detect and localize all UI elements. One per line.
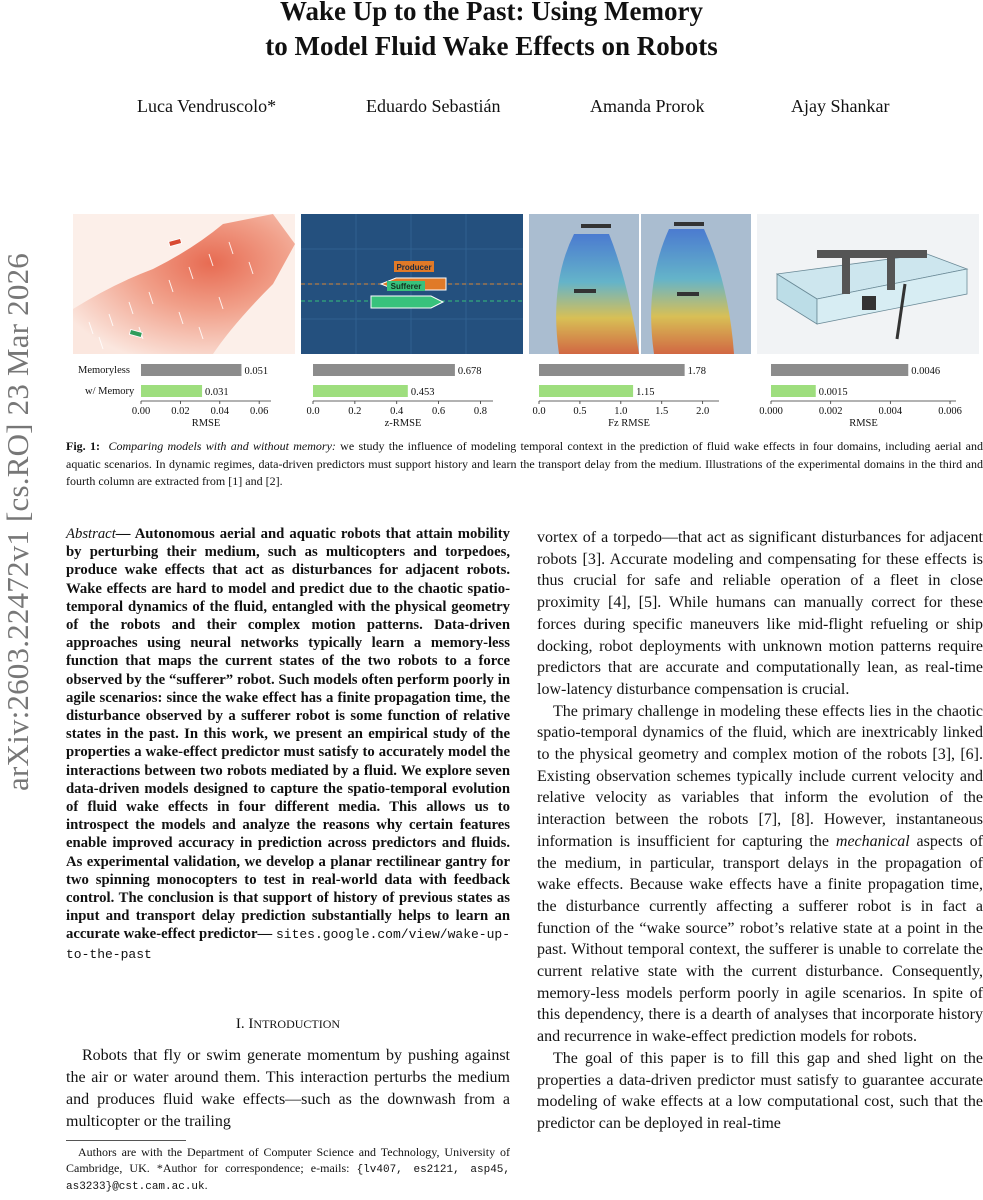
abstract-text: — Autonomous aerial and aquatic robots that attain mobility by perturbing their medium, such as multicopters and torpedoes, produce wake effects that act as disturbances for adjacent robots. Wake effects are hard to model and predict due to the chaotic spatio-temporal dynamics of the fluid, entangled with the physical geometry of the robots and their complex motion patterns. Data-driven approaches using neural networks typically learn a memory-less function that maps the current states of the two robots to a force observed by the “sufferer” robot. Such models often perform poorly in agile scenarios: since the wake effect has a finite propagation time, the disturbance observed by a sufferer robot is some function of relative states in the past. In this work, we present an empirical study of the properties a wake-effect predictor must satisfy to accurately model the interactions between two robots mediated by a fluid. We explore seven data-driven models designed to capture the spatio-temporal evolution of fluid wake effects in four different media. This allows us to introspect the models and analyze the reasons why certain features enable improved accuracy in prediction across predictors and fluids. As experimental validation, we develop a planar rectilinear gantry for two spinning monocopters to test in real-world data with feedback control. The conclusion is that support of history of previous states as input and transport delay prediction substantially helps to learn an accurate wake-effect predictor—: [66, 526, 510, 943]
chart-2-xlabel: z-RMSE: [384, 418, 422, 429]
chart-3-bar-memoryless: [539, 364, 685, 376]
chart-2-tick-label: 0.2: [348, 406, 362, 417]
aerial-flowfield-image: [73, 214, 295, 354]
caption-text: we study the influence of modeling temporal context in the prediction of fluid wake effects in four domains, including aerial and aquatic scenarios. In dynamic regimes, data-driven predictors must support history and learn the transport delay from the medium. Illustrations of the experimental domains in the third and fourth column are extracted from [1] and [2].: [66, 439, 983, 488]
chart-1-tick-label: 0.02: [171, 406, 190, 417]
right-paragraph-1: vortex of a torpedo—that act as significant disturbances for adjacent robots [3]. Accurate modeling and compensating for these effects is thus crucial for safe and reliable operation of a fleet in close proximity [4], [5]. While humans can manually correct for these forces during specific maneuvers like mid-flight refueling or ship docking, robot deployments with unknown motion patterns require predictors that are accurate and computationally lean, as real-time low-latency disturbance compensation is crucial.: [537, 529, 983, 698]
right-column: [537, 527, 983, 1135]
chart-4-bar-memoryless: [771, 364, 908, 376]
chart-2-tick-label: 0.8: [473, 406, 488, 417]
figure-panel-aquatic: [301, 214, 523, 354]
author-3: Amanda Prorok: [590, 96, 705, 116]
abstract-label: Abstract: [66, 526, 116, 542]
title-line-1: Wake Up to the Past: Using Memory: [280, 0, 703, 26]
right-paragraph-3: The goal of this paper is to fill this gap and shed light on the properties a data-driven predictor must satisfy to guarantee accurate modeling of wake effects at a low computational cost, such that the predictor can be deployed in real-time: [537, 1049, 983, 1132]
author-1: Luca Vendruscolo*: [137, 96, 277, 116]
right-paragraph-2a: The primary challenge in modeling these effects lies in the chaotic spatio-temporal dynamics of the fluid, which are inextricably linked to the physical geometry and complex motion of the robots [3], [6]. Existing observation schemes typically include current velocity and relative velocity as variables that inform the evolution of the interaction between the robots [7], [8]. However, instantaneous information is insufficient for capturing the: [537, 702, 983, 850]
row-label-with-memory: w/ Memory: [85, 386, 135, 397]
gantry-rig-image: [757, 214, 979, 354]
footnote-text: Authors are with the Department of Computer Science and Technology, University of Cambridge, UK. *Author for correspondence; e-mails:: [66, 1145, 510, 1175]
right-paragraph-2: [537, 701, 983, 1048]
footnote-end: .: [204, 1178, 208, 1192]
figure-panel-aerial-flowfield: [73, 214, 295, 354]
intro-paragraph-left: Robots that fly or swim generate momentum by pushing against the air or water around them. This interaction perturbs the medium and produces fluid wake effects—such as the downwash from a multicopter or the trailing: [66, 1047, 510, 1130]
chart-4-xlabel: RMSE: [849, 418, 878, 429]
chart-3-value-label-1: 1.78: [687, 366, 707, 377]
chart-3-bar-memory: [539, 385, 633, 397]
chart-1-value-label-1: 0.051: [244, 366, 269, 377]
figure-panel-gantry: [757, 214, 979, 354]
paper-title: [0, 0, 983, 64]
row-label-memoryless: Memoryless: [78, 365, 130, 376]
chart-2-tick-label: 0.4: [390, 406, 404, 417]
chart-1-tick-label: 0.04: [210, 406, 229, 417]
bar-charts: [0, 355, 983, 431]
cfd-simulation-image: [529, 214, 751, 354]
chart-2-tick-label: 0.6: [432, 406, 446, 417]
footnote-emails: {lv407, es2121, asp45, as3233}@cst.cam.ac.uk: [66, 1163, 510, 1193]
chart-1-xlabel: RMSE: [191, 418, 221, 429]
chart-4-bar-memory: [771, 385, 816, 397]
chart-3-value-label-2: 1.15: [636, 387, 655, 398]
caption-italic-lead: Comparing models with and without memory:: [108, 439, 336, 453]
right-paragraph-2-em: mechanical: [835, 832, 910, 850]
author-4: Ajay Shankar: [791, 96, 890, 116]
figure-caption: [66, 438, 983, 491]
chart-4-tick-label: 0.002: [818, 406, 843, 417]
chart-3-tick-label: 0.5: [573, 406, 587, 417]
chart-1-bar-memoryless: [141, 364, 241, 376]
chart-1-tick-label: 0.00: [131, 406, 151, 417]
chart-3-tick-label: 1.0: [614, 406, 628, 417]
chart-2-bar-memoryless: [313, 364, 455, 376]
sufferer-label: Sufferer: [390, 282, 422, 291]
caption-label: Fig. 1:: [66, 439, 100, 453]
chart-3-tick-label: 0.0: [532, 406, 546, 417]
section-heading-introduction: [66, 1016, 510, 1033]
author-2: Eduardo Sebastián: [366, 96, 501, 116]
chart-1-value-label-2: 0.031: [205, 387, 229, 398]
chart-4-value-label-1: 0.0046: [911, 366, 941, 377]
chart-2-value-label-2: 0.453: [410, 387, 435, 398]
footnote: [66, 1145, 510, 1196]
section-number: I.: [235, 1016, 245, 1032]
chart-4-tick-label: 0.006: [938, 406, 962, 417]
project-url[interactable]: sites.google.com/view/wake-up-to-the-past: [66, 927, 511, 962]
section-name-first: I: [248, 1016, 254, 1032]
chart-3-tick-label: 1.5: [655, 406, 669, 417]
chart-3-xlabel: Fz RMSE: [608, 418, 650, 429]
figure-panel-cfd: [529, 214, 751, 354]
aquatic-scene-image: [301, 214, 523, 354]
arxiv-identifier: arXiv:2603.22472v1 [cs.RO] 23 Mar 2026: [0, 253, 35, 791]
chart-4-tick-label: 0.004: [878, 406, 903, 417]
chart-1-bar-memory: [141, 385, 202, 397]
title-line-2: to Model Fluid Wake Effects on Robots: [265, 31, 718, 61]
chart-2-value-label-1: 0.678: [457, 366, 482, 377]
abstract: [66, 525, 510, 964]
right-paragraph-2b: aspects of the medium, in particular, transport delays in the propagation of wake effects. Because wake effects have a finite propagation time, the disturbance currently affecting a sufferer robot is in fact a function of the “wake source” robot’s relative state at a point in the past. Without temporal context, the sufferer is unable to correlate the current relative state with the current disturbance. Consequently, memory-less models perform poorly in agile scenarios. In spite of this dependency, there is a dearth of analyses that incorporate history and recurrence in wake-effect prediction models for robots.: [537, 832, 983, 1046]
chart-2-bar-memory: [313, 385, 408, 397]
chart-2-tick-label: 0.0: [306, 406, 320, 417]
chart-4-tick-label: 0.000: [759, 406, 783, 417]
producer-label: Producer: [396, 263, 432, 272]
chart-1-tick-label: 0.06: [249, 406, 269, 417]
chart-4-value-label-2: 0.0015: [818, 387, 848, 398]
footnote-rule: [66, 1140, 186, 1141]
chart-3-tick-label: 2.0: [696, 406, 710, 417]
section-name-rest: NTRODUCTION: [253, 1017, 341, 1031]
